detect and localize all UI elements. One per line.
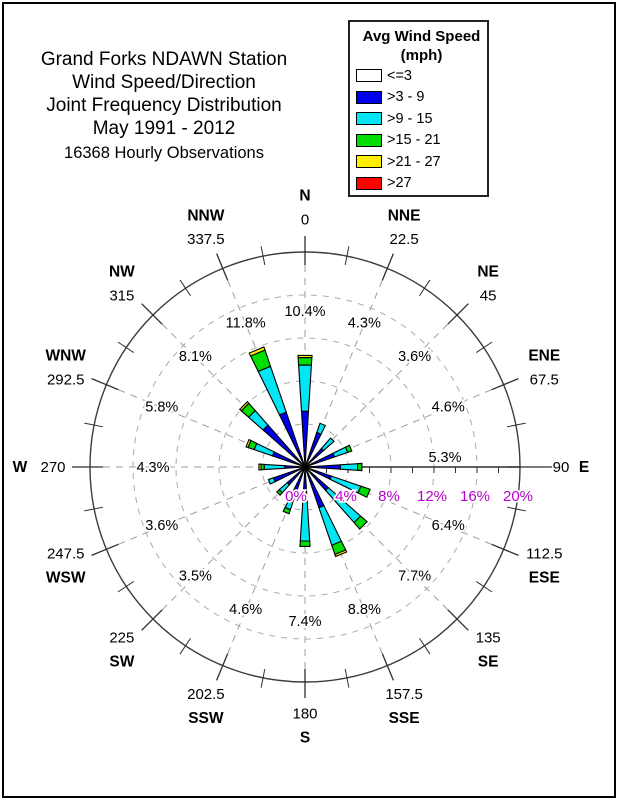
direction-label-SSW: SSW bbox=[188, 709, 224, 727]
radial-axis-label-8%: 8% bbox=[378, 487, 400, 505]
direction-label-SW: SW bbox=[109, 653, 135, 671]
degree-label-SSW: 202.5 bbox=[187, 685, 225, 703]
minor-tick bbox=[118, 342, 134, 353]
bar-segment-WSW-2 bbox=[268, 478, 275, 484]
bar-segment-N-2 bbox=[299, 365, 312, 411]
direction-label-E: E bbox=[578, 459, 590, 477]
sector-pct-label-SE: 7.7% bbox=[398, 568, 432, 585]
legend-label: <=3 bbox=[387, 67, 412, 84]
direction-tick-NE bbox=[448, 304, 469, 325]
bar-segment-NNE-2 bbox=[317, 423, 326, 434]
radial-axis-label-12%: 12% bbox=[416, 487, 448, 505]
direction-bar-NE bbox=[305, 438, 334, 467]
direction-tick-SW bbox=[142, 610, 163, 631]
direction-label-NW: NW bbox=[108, 263, 135, 281]
direction-label-NE: NE bbox=[477, 263, 499, 281]
sector-pct-label-N: 10.4% bbox=[284, 303, 326, 320]
sector-pct-label-SSE: 8.8% bbox=[347, 602, 381, 619]
bar-segment-SSE-2 bbox=[319, 506, 342, 546]
legend-title-units: (mph) bbox=[400, 47, 443, 64]
direction-bar-N bbox=[298, 355, 312, 467]
sector-pct-label-WNW: 5.8% bbox=[145, 399, 179, 416]
title-line-station: Grand Forks NDAWN Station bbox=[40, 49, 288, 70]
bar-segment-N-4 bbox=[298, 355, 312, 357]
sector-pct-label-NNW: 11.8% bbox=[225, 315, 266, 332]
bar-segment-S-2 bbox=[300, 501, 309, 541]
sector-pct-label-ENE: 4.6% bbox=[431, 399, 465, 416]
sector-pct-label-SSW: 4.6% bbox=[229, 602, 263, 619]
sector-pct-label-NE: 3.6% bbox=[398, 349, 432, 366]
degree-label-N: 0 bbox=[300, 211, 310, 229]
degree-label-E: 90 bbox=[552, 458, 570, 476]
legend-label: >27 bbox=[387, 175, 412, 192]
direction-label-NNW: NNW bbox=[187, 207, 225, 225]
bar-segment-W-4 bbox=[259, 464, 261, 470]
degree-label-NE: 45 bbox=[479, 287, 497, 305]
radial-axis-label-20%: 20% bbox=[502, 487, 534, 505]
minor-tick bbox=[180, 638, 191, 654]
direction-label-WNW: WNW bbox=[45, 347, 86, 365]
direction-label-ESE: ESE bbox=[528, 569, 560, 587]
direction-label-S: S bbox=[299, 729, 311, 747]
minor-tick bbox=[476, 342, 492, 353]
degree-label-W: 270 bbox=[40, 458, 66, 476]
degree-label-NNW: 337.5 bbox=[187, 231, 225, 249]
degree-label-SSE: 157.5 bbox=[385, 685, 423, 703]
bar-segment-N-3 bbox=[298, 358, 312, 366]
bar-segment-W-2 bbox=[264, 464, 284, 469]
degree-label-ENE: 67.5 bbox=[529, 371, 559, 389]
radial-axis-label-16%: 16% bbox=[459, 487, 491, 505]
degree-label-SE: 135 bbox=[475, 629, 501, 647]
direction-label-WSW: WSW bbox=[45, 569, 86, 587]
title-line-variable: Wind Speed/Direction bbox=[72, 72, 256, 93]
sector-pct-label-WSW: 3.6% bbox=[145, 518, 179, 535]
radial-axis-label-4%: 4% bbox=[335, 487, 357, 505]
direction-tick-SE bbox=[448, 610, 469, 631]
degree-label-WSW: 247.5 bbox=[46, 545, 85, 563]
center-dot bbox=[302, 464, 308, 470]
minor-tick bbox=[180, 280, 191, 296]
title-line-period: May 1991 - 2012 bbox=[92, 118, 236, 139]
degree-label-NW: 315 bbox=[109, 287, 135, 305]
sector-pct-label-E: 5.3% bbox=[428, 449, 462, 466]
degree-label-NNE: 22.5 bbox=[389, 231, 419, 249]
bar-segment-NW-1 bbox=[263, 425, 305, 467]
direction-tick-NW bbox=[142, 304, 163, 325]
bar-segment-NE-2 bbox=[321, 438, 334, 451]
sector-pct-label-ESE: 6.4% bbox=[431, 518, 465, 535]
title-line-observations: 16368 Hourly Observations bbox=[64, 144, 264, 162]
legend-label: >3 - 9 bbox=[387, 89, 425, 106]
legend-title: Avg Wind Speed bbox=[362, 28, 481, 45]
minor-tick bbox=[476, 581, 492, 592]
degree-label-SW: 225 bbox=[109, 629, 135, 647]
sector-pct-label-NW: 8.1% bbox=[178, 349, 212, 366]
direction-label-N: N bbox=[299, 187, 311, 205]
degree-label-ESE: 112.5 bbox=[526, 545, 563, 563]
direction-label-ENE: ENE bbox=[528, 347, 561, 365]
bar-segment-NNW-2 bbox=[258, 366, 286, 415]
legend-label: >9 - 15 bbox=[387, 110, 433, 127]
minor-tick bbox=[419, 638, 430, 654]
degree-label-S: 180 bbox=[292, 705, 318, 723]
sector-pct-label-SW: 3.5% bbox=[178, 568, 212, 585]
direction-label-NNE: NNE bbox=[387, 207, 421, 225]
bar-segment-ENE-2 bbox=[333, 447, 348, 457]
direction-label-SSE: SSE bbox=[388, 709, 420, 727]
minor-tick bbox=[118, 581, 134, 592]
bar-segment-S-3 bbox=[300, 541, 310, 546]
legend-label: >15 - 21 bbox=[387, 132, 441, 149]
legend-label: >21 - 27 bbox=[387, 153, 441, 170]
sector-pct-label-W: 4.3% bbox=[136, 459, 170, 476]
bar-segment-E-3 bbox=[358, 463, 362, 470]
degree-label-WNW: 292.5 bbox=[46, 371, 85, 389]
sector-pct-label-NNE: 4.3% bbox=[347, 315, 381, 332]
bar-segment-ESE-3 bbox=[358, 486, 370, 497]
minor-tick bbox=[419, 280, 430, 296]
radial-axis-label-0%: 0% bbox=[285, 487, 307, 505]
sector-pct-label-S: 7.4% bbox=[288, 613, 322, 630]
bar-segment-E-2 bbox=[340, 464, 357, 471]
direction-bar-NW bbox=[240, 402, 305, 467]
title-line-chart-type: Joint Frequency Distribution bbox=[46, 95, 282, 116]
direction-label-SE: SE bbox=[477, 653, 499, 671]
direction-label-W: W bbox=[12, 459, 28, 477]
